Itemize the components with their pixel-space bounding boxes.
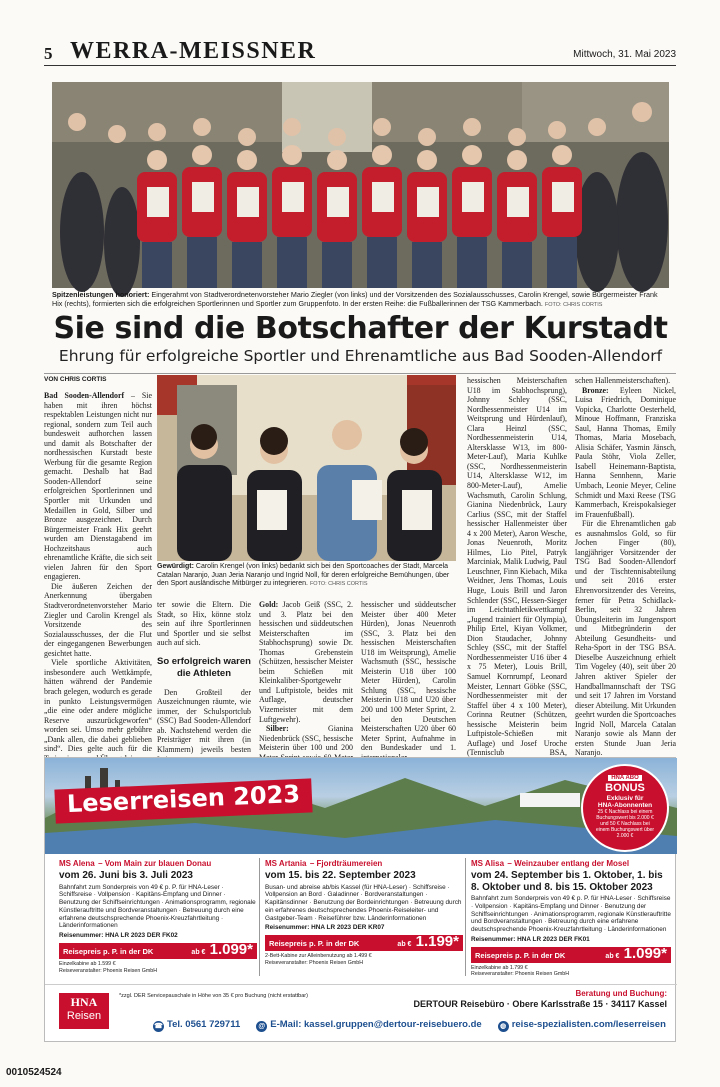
price-amount: 1.199 xyxy=(415,933,454,951)
coaches-photo xyxy=(157,375,456,561)
page-number: 5 xyxy=(44,44,53,63)
article-column-6 xyxy=(575,376,677,758)
paragraph: Die äußeren Zeichen der Anerkennung übergaben Stadtverordnetenvorsteher Mario Ziegler und Carolin Krengel als Vorsitzende des Sozialausschusses, der die Flut der eingegangenen Bewerbungen gesichtet hatte. xyxy=(44,581,152,658)
phone-number: Tel. 0561 729711 xyxy=(167,1019,241,1030)
web-address: reise-spezialisten.com/leserreisen xyxy=(511,1019,666,1030)
cruise-fineprint: Einzelkabine ab 1.799 € Reiseveranstalter: Phoenix Reisen GmbH xyxy=(471,964,570,978)
photo-credit: FOTO: CHRIS CORTIS xyxy=(309,581,368,588)
badge-bonus: BONUS xyxy=(605,782,645,794)
ship-name: MS Alisa xyxy=(471,859,505,868)
price-amount: 1.099 xyxy=(209,941,248,959)
price-bar xyxy=(265,935,463,951)
price-amount: 1.099 xyxy=(623,944,662,962)
byline: VON CHRIS CORTIS xyxy=(44,376,107,383)
badge-top: HNA ABO xyxy=(608,775,642,781)
award-label-silver: Silber: xyxy=(266,724,289,734)
price-bar xyxy=(59,943,257,959)
page-header xyxy=(44,40,676,66)
agency-address: DERTOUR Reisebüro · Obere Karlsstraße 15 · 34117 Kassel xyxy=(413,999,667,1009)
cruise-description: Bahnfahrt zum Sonderpreis von 49 € p. P. für HNA-Leser · Schiffsreise · Vollpension · Kapitäns-Empfang und Dinner · Benutzung der Schiffseinrichtungen · Animationsprogramm, regionale Künstlerauftritte und Bordveranstaltungen · Betreuung durch eine erfahrene deutschsprechende Phoenix-Kreuzfahrtleitung · Länderinformationen xyxy=(59,883,256,930)
dateline: Bad Sooden-Allendorf xyxy=(44,391,125,400)
web-contact[interactable] xyxy=(498,1019,666,1032)
coaches-photo-illustration xyxy=(157,375,456,561)
group-photo xyxy=(52,82,669,288)
paragraph: schen Hallenmeisterschaften). xyxy=(575,376,671,385)
booking-label: Beratung und Buchung: xyxy=(575,989,667,998)
ad-banner: Leserreisen 2023 xyxy=(54,778,312,823)
price-prefix: ab € xyxy=(191,949,206,957)
headline: Sie sind die Botschafter der Kurstadt xyxy=(53,311,668,346)
route-name: – Weinzauber entlang der Mosel xyxy=(507,859,630,868)
cruise-fineprint: 2-Bett-Kabine zur Alleinbenutzung ab 1.499 € Reiseveranstalter: Phoenix Reisen GmbH xyxy=(265,953,372,966)
service-fee-footnote: *zzgl. DER Servicepauschale in Höhe von 35 € pro Buchung (nicht erstattbar) xyxy=(119,993,308,999)
paragraph xyxy=(259,600,353,724)
price-label: Reisepreis p. P. in der DK xyxy=(475,950,566,960)
paragraph: Für die Ehrenamtlichen gab es ausnahmslos Gold, so für Jochen Finger (80), langjähriger Vorsitzender der TSG Bad Sooden-Allendorf und der Tischtennisabteilung und seit 2016 erster Ehrenvorsitzender des Vereins, ferner für Petra Schidlack-Berlin, seit 32 Jahren Übungsleiterin im Jungensport und Mitbegründerin der Abteilung Gesundheits- und Reha-Sport in der TSG BSA. Dieselbe Auszeichnung erhielt Tim Vogeley (40), seit über 20 Jahren aktiver Spieler der Handballmannschaft der TSG und seit 17 Jahren im Vorstand dieser Abteilung. Mit Urkunden geehrt wurden die Sportcoaches Ingrid Noll, Marcela Catalan Naranjo sowie als Mann der ersten Stunde Juan Jeria Naranjo. xyxy=(575,519,677,758)
cruise-offer-alena[interactable] xyxy=(59,856,257,974)
cruise-fineprint: Einzelkabine ab 1.599 € Reiseveranstalter: Phoenix Reisen GmbH xyxy=(59,961,158,974)
paragraph: hessischer und süddeutscher Meister über 400 Meter Hürden), Jonas Neuenroth (SSC, 3. Platz bei den hessischen Meisterschaften U18 im Weitsprung), Amelie Wachsmuth (SSC, hessische Meisterin U18 über 100 Meter Hürden), Carolin Schlung (SSC, hessische Meisterin U18 und U20 über 200 und 100 Meter Sprint, 2. bei den Deutschen Meisterschaften U20 über 60 Meter Sprint, Aufnahme in den Bundeskader und 1. xyxy=(361,600,456,753)
award-text: Jacob Geiß (SSC, 2. und 3. Platz bei den hessischen und süddeutschen Meisterschaften im Stabhochsprung) sowie Dr. Thomas Grebenstein (Schützen, hessischer Meister beim Schießen mit Kleinkaliber-Sportgewehr und Luftpistole, beides mit Auflage, deutscher Vizemeister mit dem Luftgewehr). xyxy=(259,600,354,724)
logo-top: HNA xyxy=(70,995,98,1009)
document-code: 0010524524 xyxy=(6,1067,62,1078)
article-column-4 xyxy=(361,600,456,753)
badge-terms: 25 € Nachlass bei einem Buchungswert bis 2.000 € und 50 € Nachlass bei einem Buchungswert über 2.000 € xyxy=(595,809,655,839)
travel-number: Reisenummer: HNA LR 2023 DER KR07 xyxy=(265,924,385,932)
divider xyxy=(465,858,466,976)
cruise-title xyxy=(265,856,463,870)
caption-text: Carolin Krengel (von links) bedankt sich bei den Sportcoaches der Stadt, Marcela Catalan Naranjo, Juan Jeria Naranjo und Ingrid Noll, für deren erfolgreiche Bemühungen, über den Sport ausländische Mitbürger zu integrieren. xyxy=(157,563,450,588)
article-lead xyxy=(44,391,152,582)
caption-lead: Gewürdigt: xyxy=(157,563,194,570)
article-column-5 xyxy=(467,376,567,758)
article-column-3 xyxy=(259,600,354,753)
abo-bonus-badge xyxy=(581,764,669,852)
photo-credit: FOTO: CHRIS CORTIS xyxy=(544,302,603,308)
award-text: Eyleen Nickel, Luisa Friedrich, Dominique Vopicka, Charlotte Oesterheld, Minoue Hoffmann, Franziska Saul, Hanna Thomas, Emily Thomas, Maria Mosebach, Alisia Schäfer, Yasmin Jänsch, Paula Stöhr, Viola Zeller, Isabell Heinemann-Baptista, Hanna Sennhenn, Marie Umbach, Leonie Meyer, Celine Schmidt und Maxi Reese (TSG Kammerbach, Kreispokalsieger im Frauenfußball). xyxy=(575,385,676,519)
cruise-offer-alisa[interactable] xyxy=(471,856,671,978)
cruise-dates: vom 15. bis 22. September 2023 xyxy=(265,870,416,881)
globe-icon: ◍ xyxy=(498,1021,509,1032)
cruise-description: Bahnfahrt zum Sonderpreis von 49 € p. P. für HNA-Leser · Schiffsreise · Vollpension · Kapitäns-Empfang und Dinner · Benutzung der Schiffseinrichtungen · Animationsprogramm, regionale Künstlerauftritte und Bordveranstaltungen · Betreuung durch eine erfahrene deutschsprechende Phoenix-Kreuzfahrtleitung · Länderinformationen xyxy=(471,895,671,934)
article-column-1 xyxy=(44,391,153,754)
caption-text: Eingerahmt von Stadtverordnetenvorsteher Mario Ziegler (von links) und der Vorsitzenden des Sozialausschusses, Carolin Krengel, sowie Bürgermeister Frank Hix (rechts), formierten sich die erfolgreichen Sportlerinnen und Sportler zum Gruppenfoto. In der ersten Reihe: die Fußballerinnen der TSG Kammerbach. xyxy=(52,290,658,308)
article-column-2 xyxy=(157,600,251,755)
subheading: So erfolgreich waren die Athleten xyxy=(157,655,251,679)
hna-reisen-logo xyxy=(59,993,109,1029)
ship-name: MS Alena xyxy=(59,859,95,868)
award-label-bronze: Bronze: xyxy=(582,385,609,395)
logo-bottom: Reisen xyxy=(66,1010,102,1022)
email-address: E-Mail: kassel.gruppen@dertour-reisebuero.de xyxy=(270,1019,482,1030)
travel-advertisement xyxy=(44,757,676,1042)
coaches-photo-caption xyxy=(157,563,456,589)
subheadline: Ehrung für erfolgreiche Sportler und Ehrenamtliche aus Bad Sooden-Allendorf xyxy=(58,347,663,365)
photo-caption xyxy=(52,290,669,310)
paragraph: Viele sportliche Aktivitäten, insbesondere auch Wettkämpfe, hätten während der Pandemie brach gelegen, wodurch es gerade in punkto Leistungsvermögen „die eine oder andere mögliche Reserve auszurückgeworfen“ worden sei. Umso mehr gebühre „Dank allen, die dabei geblieben sind“. Dies gelte auch für die xyxy=(44,658,152,754)
price-prefix: ab € xyxy=(397,941,412,949)
cruise-title xyxy=(471,856,671,870)
ad-footer xyxy=(45,984,677,1043)
award-text: Gianina Niedenbrück (SSC, hessische Meisterin über 100 und 200 xyxy=(259,724,353,753)
price-label: Reisepreis p. P. in der DK xyxy=(269,939,360,949)
paragraph: hessischen Meisterschaften U18 im Stabhochsprung), Johnny Schley (SSC, Nordhessenmeister U14 im Weitsprung und Hürdenlauf), Clara Heinzl (SSC, Nordhessenmeisterin U14, Altersklasse W13, im 800-Meter-Lauf), Maria Kuhlke (SSC, Nordhessenmeisterin U14, Altersklasse W12, im 800-Meter-Lauf), Amelie Wachsmuth, Carolin Schlung, Gianina Niedenbrück, Laury Carlius (SSC, mit der Staffel hessischer Hallenmeister über 4 x 200 Meter), Aaron Wesche, Jonas Neuenroth, Moritz Hilmes, Lio Pitel, Patryk Marciniak, Malik Ludwig, Paul Leuschner, Finn Kiebach, Mika Weidner, Jens Thomas, Louis Huge, Louis Brill und Jaron Schlender (SSC, Hessen-Sieger im Leichtathletikwettkampf „Jugend trainiert für Olympia), Philip Ertel, Kiyan Volkmer, Dion Staudacher, Johnny Schley (SSC, mit der Staffel Nordhessenmeister U16 über 4 x 75 Meter), Louis Brill, Samuel Kornrumpf, Leonard Meister, Lennart Göbke (SSC, Nordhessenmeister mit der Staffel über 4 x 100 Meter), Corinna Reutner (Schützen, hessische Meisterin beim Luftpistole-Schießen mit Auflage) und Josef Uroche (Tennisclub BSA, xyxy=(467,376,567,758)
cruise-offer-artania[interactable] xyxy=(265,856,463,966)
price-value: ab € 1.099* xyxy=(191,941,253,959)
route-name: – Vom Main zur blauen Donau xyxy=(98,859,212,868)
paragraph: Den Großteil der Auszeichnungen räumte, wie immer, der Schulsportclub (SSC) Bad Sooden-Allendorf ab. Nachstehend werden die Preisträger mit ihren (in Klammern) jeweils besten xyxy=(157,687,251,755)
cruise-dates: vom 26. Juni bis 3. Juli 2023 xyxy=(59,870,193,881)
group-photo-illustration xyxy=(52,82,669,288)
travel-number: Reisenummer: HNA LR 2023 DER FK02 xyxy=(59,932,178,940)
route-name: – Fjordträumereien xyxy=(309,859,383,868)
cruise-title xyxy=(59,856,257,870)
mail-icon: @ xyxy=(256,1021,267,1032)
award-label-gold: Gold: xyxy=(259,600,279,609)
travel-number: Reisenummer: HNA LR 2023 DER FK01 xyxy=(471,935,590,943)
cruise-description: Busan- und abreise ab/bis Kassel (für HNA-Leser) · Schiffsreise · Vollpension an Bord · Galadinner · Bordveranstaltungen · Kapitänsdinner · Benutzung der Bordeinrichtungen · Betreuung durch ein erfahrenes deutschsprechendes Phoenix-Reiseleiter- und Gastgeber-Team · Reiseführer bzw. Länderinformationen xyxy=(265,883,462,922)
price-label: Reisepreis p. P. in der DK xyxy=(63,947,154,957)
divider xyxy=(259,858,260,976)
badge-line1: Exklusiv für xyxy=(606,795,644,802)
price-prefix: ab € xyxy=(605,952,620,960)
email-contact[interactable] xyxy=(256,1019,481,1032)
divider xyxy=(44,373,676,374)
price-bar xyxy=(471,944,671,963)
paragraph xyxy=(575,386,676,520)
issue-date: Mittwoch, 31. Mai 2023 xyxy=(573,49,676,60)
phone-contact[interactable] xyxy=(153,1019,240,1032)
section-title: WERRA-MEISSNER xyxy=(70,38,317,64)
badge-line2: HNA-Abonnenten xyxy=(597,802,653,809)
price-value: ab € 1.199* xyxy=(397,933,459,951)
price-value: ab € 1.099* xyxy=(605,944,667,962)
ship-name: MS Artania xyxy=(265,859,307,868)
paragraph: ter sowie die Eltern. Die Stadt, so Hix, könne stolz sein auf ihre Sportlerinnen und Sportler und sie selbst auch auf sich. xyxy=(157,600,251,648)
lead-text: – Sie haben mit ihren höchst respektablen Leistungen nicht nur regional, sondern zum Teil auch bundesweit aufhorchen lassen und damit als Botschafter der nordhessischen Kurstadt beste Werbung für die gesamte Region gemacht. Deshalb hat Bad Sooden-Allendorf seine erfolgreichen Sportlerinnen und Sportler mit Urkunden und Medaillen in Gold, Silber und Bronze ausgezeichnet. Durch Bürgermeister Frank Hix geehrt wurden am Dienstagabend im Hochzeitshaus auch ehrenamtliche Kräfte, die sich seit vielen Jahren für den Sport engagieren. xyxy=(44,391,153,582)
cruise-dates: vom 24. September bis 1. Oktober, 1. bis 8. Oktober und 8. bis 15. Oktober 2023 xyxy=(471,870,663,893)
phone-icon: ☎ xyxy=(154,1023,163,1030)
caption-lead: Spitzenleistungen honoriert: xyxy=(52,290,150,299)
contact-row xyxy=(153,1019,673,1032)
